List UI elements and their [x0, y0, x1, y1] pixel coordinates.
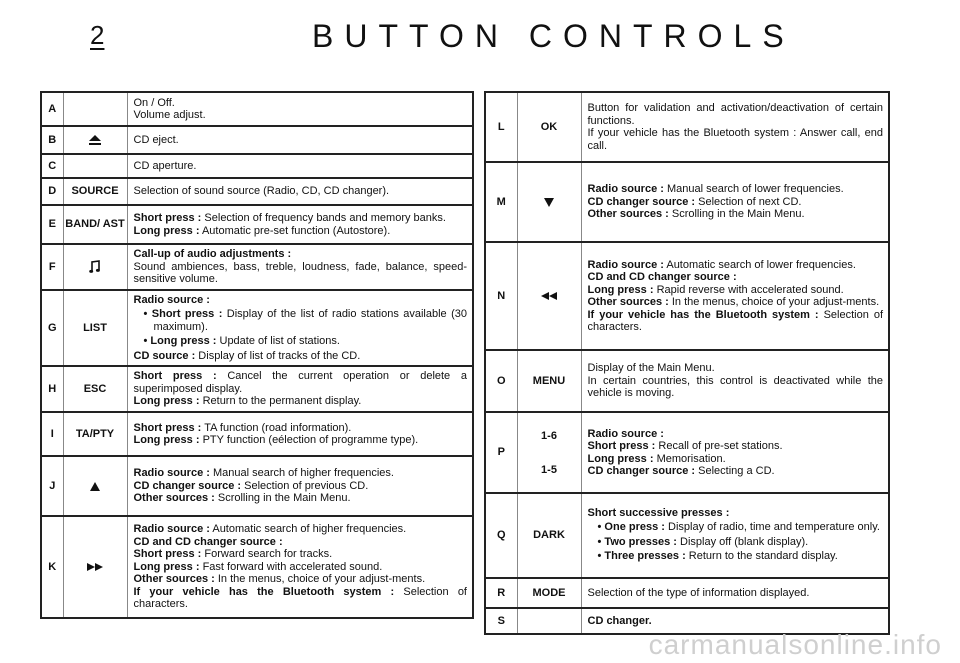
control-description [581, 493, 889, 578]
control-row-p [485, 412, 889, 493]
control-key: H [41, 366, 63, 412]
description-value: Cancel the current operation or delete a superimposed display. [133, 370, 467, 395]
control-description [127, 92, 473, 126]
description-line: If your vehicle has the Bluetooth system : Answer call, end call. [587, 127, 883, 152]
description-line [588, 615, 884, 628]
description-line: In certain countries, this control is deactivated while the vehicle is moving. [587, 374, 883, 400]
description-value: Update of list of stations. [216, 335, 340, 347]
control-description [127, 178, 473, 205]
control-description [127, 244, 473, 290]
control-description [127, 366, 473, 412]
button-label: ESC [63, 366, 127, 412]
control-key: J [41, 456, 63, 516]
description-line [134, 225, 468, 238]
description-label: Long press : [133, 560, 200, 573]
control-key: P [485, 412, 517, 493]
description-label: Radio source : [587, 258, 664, 271]
right-controls-table [484, 91, 890, 635]
description-value: Rapid reverse with accelerated sound. [653, 283, 844, 296]
control-description [581, 578, 889, 608]
description-line [134, 370, 468, 395]
description-line [134, 536, 468, 549]
description-label: CD and CD changer source : [133, 535, 283, 548]
description-line [588, 208, 884, 221]
control-row-i [41, 412, 473, 456]
control-row-m [485, 162, 889, 242]
control-key: R [485, 578, 517, 608]
description-line [588, 309, 884, 334]
button-label: BAND/ AST [63, 205, 127, 244]
description-line [134, 422, 468, 435]
button-label: MENU [517, 350, 581, 412]
control-key: E [41, 205, 63, 244]
description-label: Short press : [587, 440, 656, 452]
description-line [588, 271, 884, 284]
description-label: If your vehicle has the Bluetooth system : [587, 308, 819, 321]
description-value: Manual search of higher frequencies. [209, 467, 394, 480]
control-description [581, 242, 889, 350]
control-description [581, 350, 889, 412]
description-label: Radio source : [133, 467, 210, 480]
control-description [581, 162, 889, 242]
control-key: O [485, 350, 517, 412]
description-value: Selection of characters. [587, 308, 884, 333]
control-key: M [485, 162, 517, 242]
description-label: Two presses : [604, 535, 677, 548]
description-line: Selection of sound source (Radio, CD, CD changer). [133, 185, 390, 198]
bullet-item [596, 536, 884, 549]
description-line: On / Off. [133, 96, 175, 109]
control-row-g [41, 290, 473, 367]
description-line [134, 294, 468, 307]
description-value: Scrolling in the Main Menu. [214, 492, 351, 505]
description-value: Selection of frequency bands and memory banks. [201, 212, 446, 224]
control-description [127, 154, 473, 178]
left-controls-table [40, 91, 474, 619]
control-description [127, 290, 473, 367]
description-label: Other sources : [133, 492, 215, 505]
description-line [588, 428, 884, 441]
description-line [134, 586, 468, 611]
description-value: Selection of characters. [133, 585, 467, 611]
description-value: Display off (blank display). [676, 535, 809, 548]
description-value: Selection of previous CD. [241, 479, 369, 492]
description-value: Display of list of tracks of the CD. [195, 349, 361, 362]
description-value: TA function (road information). [201, 421, 352, 434]
description-line [134, 573, 468, 586]
description-label: Other sources : [587, 208, 669, 221]
description-label: Other sources : [587, 296, 669, 308]
description-value: Scrolling in the Main Menu. [668, 208, 805, 221]
description-line [134, 434, 468, 447]
button-label: SOURCE [63, 178, 127, 205]
button-label [63, 154, 127, 178]
description-line [588, 507, 884, 520]
bullet-item [142, 335, 468, 348]
description-label: Radio source : [133, 523, 210, 536]
music-note-icon [63, 244, 127, 290]
description-label: Short press : [133, 421, 202, 434]
description-line: Volume adjust. [133, 109, 206, 121]
description-value: Display of the list of radio stations available (30 maximum). [153, 308, 467, 333]
description-value: Memorisation. [653, 452, 726, 465]
description-value: Manual search of lower frequencies. [663, 183, 844, 196]
control-key: I [41, 412, 63, 456]
description-label: Long press : [133, 434, 200, 446]
button-label [517, 608, 581, 634]
button-label: DARK [517, 493, 581, 578]
description-line [134, 350, 468, 363]
description-label: Short successive presses : [587, 506, 730, 519]
description-label: CD changer source : [133, 479, 242, 492]
description-line [134, 395, 468, 408]
description-value: Automatic search of higher frequencies. [209, 523, 407, 536]
button-label: OK [517, 92, 581, 162]
button-label [63, 92, 127, 126]
control-key: Q [485, 493, 517, 578]
control-description [127, 126, 473, 154]
control-key: A [41, 92, 63, 126]
bullet-item [142, 308, 468, 333]
preset-range: 1-5 [541, 463, 557, 476]
control-description [127, 516, 473, 618]
description-value: Automatic search of lower frequencies. [663, 258, 856, 271]
description-label: Radio source : [587, 183, 664, 196]
button-label: MODE [517, 578, 581, 608]
eject-icon [63, 126, 127, 154]
control-key: B [41, 126, 63, 154]
control-row-n [485, 242, 889, 350]
preset-range: 1-6 [541, 429, 557, 442]
description-line [134, 212, 468, 225]
description-value: PTY function (eélection of programme type). [199, 434, 419, 446]
description-value: Fast forward with accelerated sound. [199, 560, 383, 573]
description-line [134, 467, 468, 480]
control-row-o [485, 350, 889, 412]
description-label: CD source : [133, 349, 196, 362]
description-label: Three presses : [604, 550, 686, 562]
control-description [127, 456, 473, 516]
button-label: LIST [63, 290, 127, 367]
up-arrow-icon [63, 456, 127, 516]
control-row-d [41, 178, 473, 205]
description-label: Radio source : [587, 427, 664, 440]
description-label: Long press : [133, 224, 200, 237]
control-key: K [41, 516, 63, 618]
description-value: Return to the standard display. [685, 550, 838, 562]
description-label: Long press : [587, 283, 654, 296]
control-row-e [41, 205, 473, 244]
description-label: Other sources : [133, 573, 215, 586]
description-line [134, 248, 468, 261]
description-value: Display of radio, time and temperature only. [664, 521, 880, 533]
control-description [127, 205, 473, 244]
control-row-k [41, 516, 473, 618]
description-line [134, 492, 468, 505]
watermark: carmanualsonline.info [648, 629, 942, 660]
description-line: CD aperture. [133, 159, 197, 172]
description-label: Radio source : [133, 293, 210, 306]
description-label: One press : [604, 521, 665, 533]
description-line: Button for validation and activation/deactivation of certain functions. [587, 102, 883, 127]
description-label: Short press : [133, 370, 217, 383]
preset-buttons [517, 412, 581, 493]
control-key: S [485, 608, 517, 634]
control-description [127, 412, 473, 456]
description-value: Recall of pre-set stations. [655, 440, 783, 452]
page-title: BUTTON CONTROLS [312, 18, 795, 54]
bullet-item [596, 521, 884, 534]
description-label: Long press : [150, 335, 217, 347]
description-line: Display of the Main Menu. [587, 362, 715, 375]
control-row-a [41, 92, 473, 126]
description-line [588, 465, 884, 478]
description-value: Return to the permanent display. [199, 395, 362, 408]
description-label: Long press : [587, 452, 654, 465]
control-description [581, 92, 889, 162]
description-line [134, 561, 468, 574]
control-row-l [485, 92, 889, 162]
control-key: D [41, 178, 63, 205]
description-value: In the menus, choice of your adjust-ments. [668, 296, 880, 308]
description-line [588, 196, 884, 209]
control-row-r [485, 578, 889, 608]
control-row-h [41, 366, 473, 412]
control-row-b [41, 126, 473, 154]
button-label: TA/PTY [63, 412, 127, 456]
description-line [588, 440, 884, 453]
control-key: G [41, 290, 63, 367]
description-label: Call-up of audio adjustments : [133, 248, 292, 260]
description-line: Sound ambiences, bass, treble, loudness, fade, balance, speed-sensitive volume. [133, 260, 467, 285]
description-line [134, 523, 468, 536]
down-arrow-icon [517, 162, 581, 242]
bullet-item [596, 550, 884, 563]
control-key: C [41, 154, 63, 178]
control-description [581, 412, 889, 493]
description-label: CD changer source : [587, 465, 696, 477]
description-line: CD eject. [133, 133, 179, 146]
fast-forward-icon [63, 516, 127, 618]
description-value: In the menus, choice of your adjust-ments. [214, 573, 426, 586]
description-line [588, 259, 884, 272]
control-key: L [485, 92, 517, 162]
description-label: CD changer. [587, 614, 652, 627]
control-row-j [41, 456, 473, 516]
description-label: Short press : [133, 212, 202, 224]
page-number: 2 [90, 20, 105, 50]
description-value: Selecting a CD. [695, 465, 775, 477]
description-line [588, 296, 884, 309]
description-line [134, 548, 468, 561]
control-key: N [485, 242, 517, 350]
description-line: Selection of the type of information displayed. [587, 586, 810, 599]
description-label: Long press : [133, 395, 200, 408]
description-value: Automatic pre-set function (Autostore). [199, 224, 391, 237]
control-row-c [41, 154, 473, 178]
description-line [588, 284, 884, 297]
description-label: Short press : [133, 548, 202, 561]
description-label: CD and CD changer source : [587, 271, 737, 283]
description-label: CD changer source : [587, 195, 696, 208]
description-label: If your vehicle has the Bluetooth system : [133, 585, 395, 598]
description-label: Short press : [151, 308, 223, 320]
rewind-icon [517, 242, 581, 350]
description-line [588, 183, 884, 196]
control-row-f [41, 244, 473, 290]
description-value: Selection of next CD. [695, 195, 802, 208]
control-row-q [485, 493, 889, 578]
description-value: Forward search for tracks. [201, 548, 333, 561]
description-line [588, 453, 884, 466]
control-key: F [41, 244, 63, 290]
description-line [134, 480, 468, 493]
